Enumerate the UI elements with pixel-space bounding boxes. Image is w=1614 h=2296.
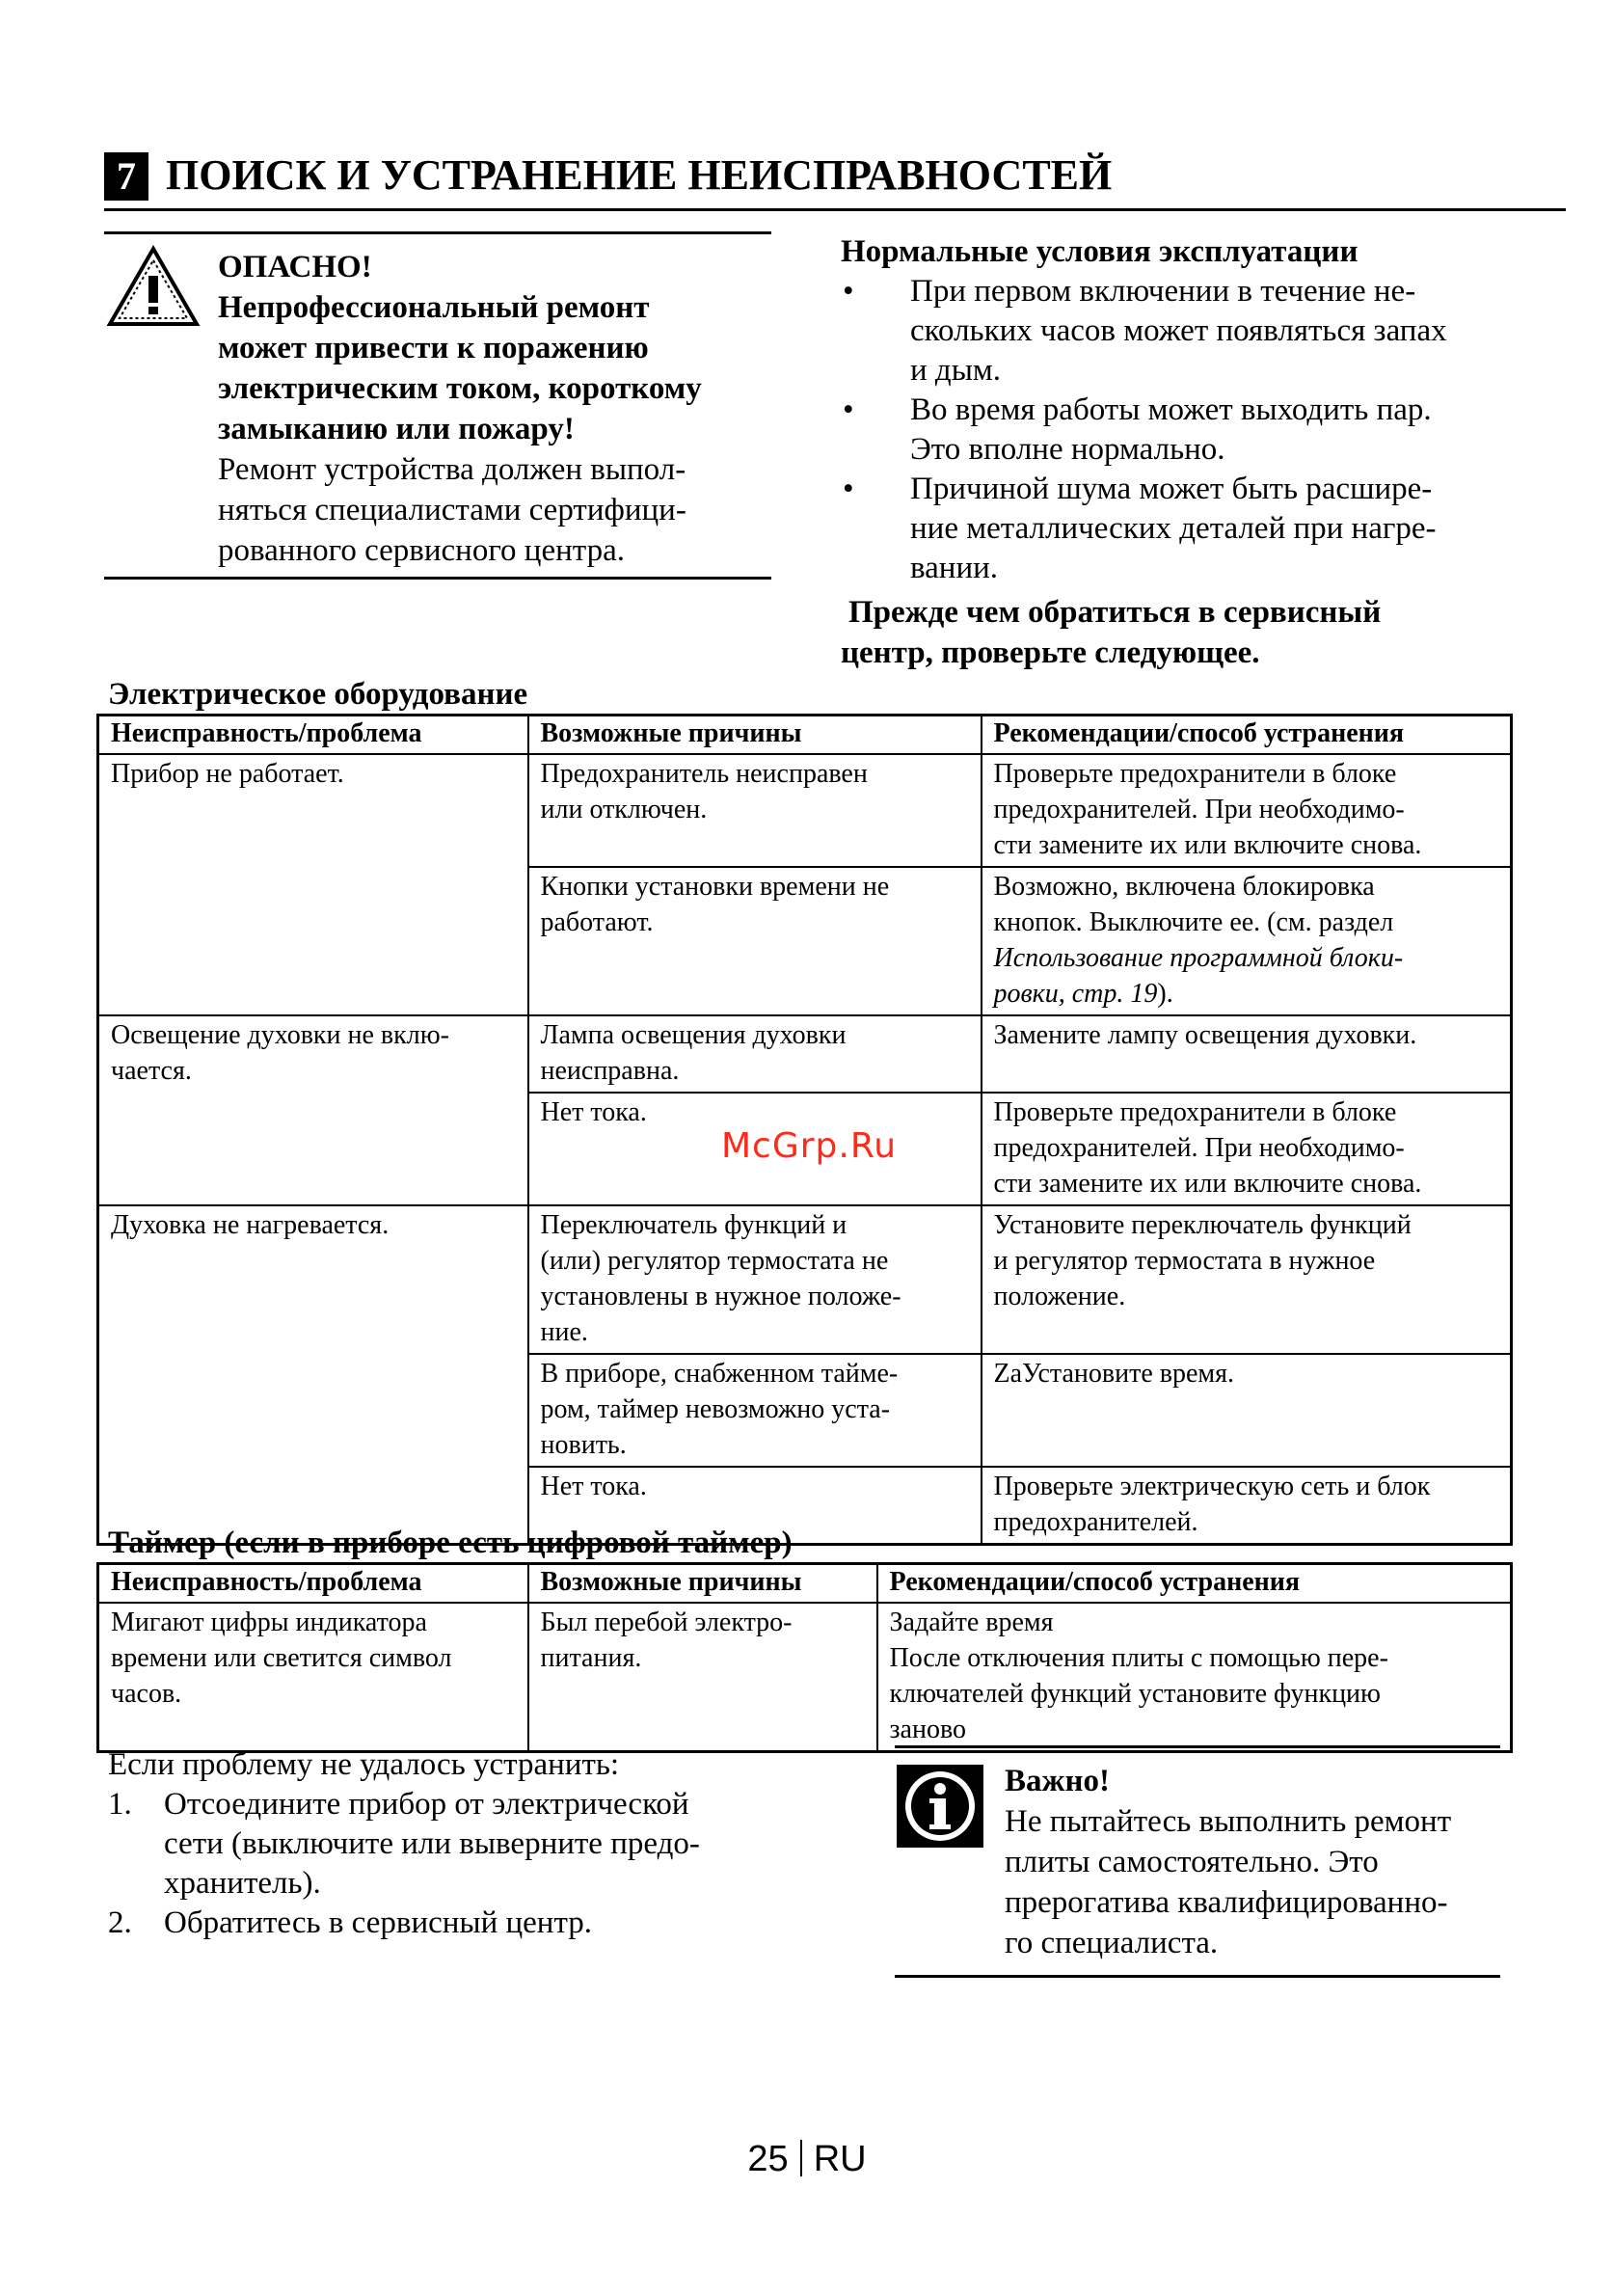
unresolved-intro: Если проблему не удалось устранить: (108, 1747, 620, 1782)
line: Кнопки установки времени не (540, 872, 890, 902)
line: ние. (540, 1317, 588, 1347)
danger-bold-line: электрическим током, короткому (218, 371, 702, 406)
line: Нет тока. (540, 1472, 647, 1501)
header-divider (104, 208, 1566, 211)
fix-cell (982, 1354, 1512, 1467)
fix-cell (982, 1205, 1512, 1354)
table-row (98, 754, 1512, 867)
column-header: Неисправность/проблема (98, 1564, 528, 1604)
column-header: Возможные причины (528, 1564, 877, 1604)
column-header: Рекомендации/способ устранения (982, 716, 1512, 755)
line: новить. (540, 1430, 627, 1460)
line: Предохранитель неисправен (540, 759, 868, 789)
line: ние металлических деталей при нагре- (910, 511, 1437, 546)
danger-line: няться специалистами сертифици- (218, 493, 686, 527)
line: работают. (540, 907, 654, 937)
page-title: ПОИСК И УСТРАНЕНИЕ НЕИСПРАВНОСТЕЙ (166, 151, 1113, 199)
danger-bottom-rule (104, 577, 771, 580)
line: Возможно, включена блокировка (993, 872, 1375, 902)
line: Задайте время (889, 1607, 1054, 1637)
cause-cell (528, 754, 982, 867)
line: питания. (540, 1643, 642, 1673)
timer-table (96, 1562, 1513, 1753)
line: ). (1157, 979, 1173, 1009)
fix-cell (982, 1467, 1512, 1545)
line: • Причиной шума может быть расшире- (910, 472, 1433, 506)
line: предохранителей. При необходимо- (993, 795, 1405, 824)
line: предохранителей. (993, 1507, 1198, 1537)
line: скольких часов может появляться запах (910, 313, 1447, 348)
step-number: 1. (108, 1787, 132, 1822)
danger-bold-line: замыканию или пожару! (218, 412, 575, 446)
list-item (841, 470, 1535, 588)
table-row (98, 1603, 1512, 1752)
line: Установите переключатель функций (993, 1210, 1412, 1240)
line: сети (выключите или выверните предо- (164, 1826, 700, 1861)
cause-cell (528, 867, 982, 1015)
line: заново (889, 1715, 967, 1744)
fix-cell (982, 1015, 1512, 1093)
line: Переключатель функций и (540, 1210, 847, 1240)
danger-line: Ремонт устройства должен выпол- (218, 452, 686, 487)
section-number: 7 (104, 152, 148, 201)
table-header-row (98, 1564, 1512, 1604)
line: кнопок. Выключите ее. (см. раздел (993, 907, 1394, 937)
line: чается. (111, 1056, 192, 1086)
table-row (98, 1205, 1512, 1354)
table-header-row (98, 716, 1512, 755)
cause-cell (528, 1354, 982, 1467)
line: прерогатива квалифицированно- (1005, 1885, 1448, 1920)
before-service-note (841, 592, 1535, 673)
line: часов. (111, 1679, 182, 1709)
line: Замените лампу освещения духовки. (993, 1020, 1417, 1050)
line: (или) регулятор термостата не (540, 1246, 889, 1276)
normal-conditions-heading: Нормальные условия эксплуатации (841, 234, 1358, 269)
line: Проверьте предохранители в блоке (993, 759, 1397, 789)
important-heading: Важно! (1005, 1764, 1110, 1798)
cause-cell (528, 1603, 877, 1752)
line: предохранителей. При необходимо- (993, 1133, 1405, 1163)
line: Обратитесь в сервисный центр. (164, 1905, 593, 1940)
problem-cell: Духовка не нагревается. (98, 1205, 528, 1545)
danger-bold-line: может привести к поражению (218, 331, 649, 365)
danger-bold-line: Непрофессиональный ремонт (218, 290, 650, 325)
line: Лампа освещения духовки (540, 1020, 847, 1050)
line: Освещение духовки не вклю- (111, 1020, 449, 1050)
danger-notice (218, 247, 767, 571)
line: ром, таймер невозможно уста- (540, 1394, 891, 1424)
fix-cell (982, 1093, 1512, 1205)
timer-caption: Таймер (если в приборе есть цифровой таймер) (108, 1526, 793, 1560)
line: Прежде чем обратиться в сервисный (848, 595, 1382, 630)
language-code: RU (813, 2139, 867, 2179)
line: Был перебой электро- (540, 1607, 793, 1637)
line: установлены в нужное положе- (540, 1282, 901, 1311)
line: и дым. (910, 353, 1002, 388)
line: Это вполне нормально. (910, 432, 1225, 467)
line: • При первом включении в течение не- (910, 274, 1416, 309)
electrical-caption: Электрическое оборудование (108, 677, 528, 712)
line: неисправна. (540, 1056, 680, 1086)
line: Не пытайтесь выполнить ремонт (1005, 1804, 1452, 1839)
line: времени или светится символ (111, 1643, 452, 1673)
danger-heading: ОПАСНО! (218, 250, 372, 284)
normal-conditions (841, 231, 1535, 588)
line: хранитель). (164, 1866, 321, 1901)
column-header: Возможные причины (528, 716, 982, 755)
important-notice (1005, 1761, 1516, 1963)
line: Проверьте предохранители в блоке (993, 1097, 1397, 1127)
cause-cell (528, 1015, 982, 1093)
unresolved-instructions (108, 1745, 783, 1943)
page-number: 25 (747, 2139, 789, 2179)
problem-cell: Прибор не работает. (98, 754, 528, 1015)
cause-cell (528, 1205, 982, 1354)
line: сти замените их или включите снова. (993, 1169, 1422, 1199)
list-item (841, 272, 1535, 391)
important-top-rule (895, 1745, 1500, 1748)
page-footer (0, 2139, 1614, 2180)
line: ровки, стр. 19 (993, 979, 1158, 1009)
line: сти замените их или включите снова. (993, 830, 1422, 860)
important-bottom-rule (895, 1975, 1500, 1978)
list-item (108, 1904, 783, 1943)
danger-top-rule (104, 231, 771, 234)
line: и регулятор термостата в нужное (993, 1246, 1376, 1276)
fix-cell (877, 1603, 1512, 1752)
line: центр, проверьте следующее. (841, 635, 1260, 670)
line: • Во время работы может выходить пар. (910, 392, 1432, 427)
line: плиты самостоятельно. Это (1005, 1845, 1379, 1879)
line: В приборе, снабженном тайме- (540, 1359, 899, 1389)
line: вании. (910, 551, 999, 585)
problem-cell (98, 1015, 528, 1205)
line: или отключен. (540, 795, 708, 824)
footer-separator (800, 2140, 802, 2176)
line: положение. (993, 1282, 1126, 1311)
list-item (108, 1785, 783, 1904)
warning-triangle-icon (106, 245, 201, 328)
line: ZaУстановите время. (993, 1359, 1235, 1389)
problem-cell (98, 1603, 528, 1752)
column-header: Рекомендации/способ устранения (877, 1564, 1512, 1604)
line: Нет тока. (540, 1097, 647, 1127)
watermark: McGrp.Ru (721, 1126, 898, 1166)
step-number: 2. (108, 1905, 132, 1940)
line: Проверьте электрическую сеть и блок (993, 1472, 1431, 1501)
fix-cell (982, 754, 1512, 867)
list-item (841, 391, 1535, 470)
line: Использование программной блоки- (993, 943, 1404, 973)
info-icon (897, 1765, 983, 1848)
column-header: Неисправность/проблема (98, 716, 528, 755)
line: Отсоедините прибор от электрической (164, 1787, 689, 1822)
danger-line: рованного сервисного центра. (218, 533, 625, 568)
fix-cell (982, 867, 1512, 1015)
line: Мигают цифры индикатора (111, 1607, 427, 1637)
line: го специалиста. (1005, 1926, 1219, 1960)
table-row (98, 1015, 1512, 1093)
line: ключателей функций установите функцию (889, 1679, 1381, 1709)
line: После отключения плиты с помощью пере- (889, 1643, 1388, 1673)
